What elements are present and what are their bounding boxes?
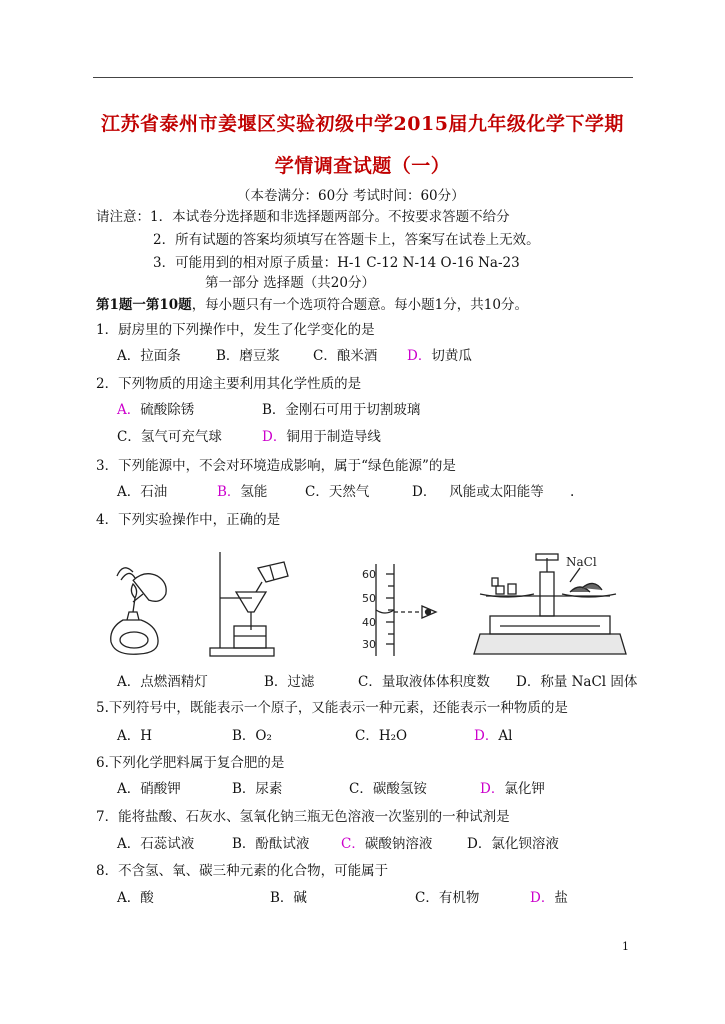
section-title: 第一部分 选择题（共20分）	[205, 275, 375, 291]
note-item-1: 1．本试卷分选择题和非选择题两部分。不按要求答题不给分	[150, 209, 510, 225]
q7-option-a: A．石蕊试液	[117, 836, 195, 852]
q3-option-a: A．石油	[117, 484, 168, 500]
q8-option-b: B．碱	[270, 890, 307, 906]
q1-option-c: C．酿米酒	[313, 348, 378, 364]
q3-option-d: D． 风能或太阳能等	[412, 484, 544, 500]
q5-option-c: C．H₂O	[355, 728, 408, 744]
cylinder-tick-60: 60	[362, 568, 376, 581]
question-3-stem: 3．下列能源中，不会对环境造成影响，属于“绿色能源”的是	[96, 458, 456, 474]
q1-option-b: B．磨豆浆	[216, 348, 280, 364]
cylinder-tick-40: 40	[362, 616, 376, 629]
q7-option-d: D．氯化钡溶液	[467, 836, 559, 852]
question-6-stem: 6.下列化学肥料属于复合肥的是	[96, 755, 285, 771]
note-item-2: 2．所有试题的答案均须填写在答题卡上，答案写在试卷上无效。	[153, 232, 540, 248]
q5-option-b: B．O₂	[232, 728, 272, 744]
page-title-line2: 学情调查试题（一）	[274, 155, 451, 177]
q3-option-c: C．天然气	[305, 484, 370, 500]
section-instruction-text: ，每小题只有一个选项符合题意。每小题1分，共10分。	[191, 297, 528, 313]
q4-option-a: A．点燃酒精灯	[117, 674, 208, 690]
q8-option-c: C．有机物	[415, 890, 480, 906]
balance-nacl-label: NaCl	[566, 555, 597, 569]
q2-option-b: B．金刚石可用于切割玻璃	[262, 402, 421, 418]
q2-option-a: A．硫酸除锈	[117, 402, 195, 418]
notes-label: 请注意：	[96, 209, 150, 225]
q6-option-b: B．尿素	[232, 781, 283, 797]
question-5-stem: 5.下列符号中，既能表示一个原子，又能表示一种元素，还能表示一种物质的是	[96, 700, 568, 716]
q5-option-a: A．H	[117, 728, 153, 744]
figure-c-graduated-cylinder	[352, 560, 452, 660]
question-2-stem: 2．下列物质的用途主要利用其化学性质的是	[96, 376, 362, 392]
q7-option-c: C．碳酸钠溶液	[341, 836, 433, 852]
page-title-line1: 江苏省泰州市姜堰区实验初级中学2015届九年级化学下学期	[101, 113, 624, 135]
section-instruction	[96, 296, 528, 314]
question-4-stem: 4．下列实验操作中，正确的是	[96, 512, 281, 528]
q6-option-d: D．氯化钾	[480, 781, 545, 797]
q8-option-a: A．酸	[117, 890, 154, 906]
question-8-stem: 8．不含氢、氧、碳三种元素的化合物，可能属于	[96, 863, 389, 879]
q1-option-a: A．拉面条	[117, 348, 181, 364]
q2-option-d: D．铜用于制造导线	[262, 429, 381, 445]
header-rule	[93, 77, 633, 78]
q7-option-b: B．酚酞试液	[232, 836, 310, 852]
q6-option-c: C．碳酸氢铵	[349, 781, 427, 797]
q4-option-b: B．过滤	[264, 674, 315, 690]
q8-option-d: D．盐	[530, 890, 568, 906]
cylinder-tick-30: 30	[362, 638, 376, 651]
question-1-stem: 1．厨房里的下列操作中，发生了化学变化的是	[96, 322, 375, 338]
q1-option-d: D．切黄瓜	[407, 348, 472, 364]
q2-option-c: C．氢气可充气球	[117, 429, 222, 445]
exam-info: （本卷满分：60分 考试时间：60分）	[237, 188, 465, 204]
q4-option-c: C．量取液体体积度数	[358, 674, 490, 690]
cylinder-tick-50: 50	[362, 592, 376, 605]
figure-b-filtration	[208, 548, 308, 660]
figure-a-alcohol-lamp	[103, 558, 183, 658]
q3-trailing-period: .	[570, 484, 575, 500]
page-number: 1	[622, 940, 629, 953]
q4-option-d: D．称量 NaCl 固体	[516, 674, 638, 690]
q5-option-d: D．Al	[474, 728, 513, 744]
question-7-stem: 7．能将盐酸、石灰水、氢氧化钠三瓶无色溶液一次鉴别的一种试剂是	[96, 809, 510, 825]
q3-option-b: B．氢能	[217, 484, 268, 500]
note-item-3: 3．可能用到的相对原子质量：H-1 C-12 N-14 O-16 Na-23	[153, 255, 520, 271]
figure-d-balance	[470, 548, 630, 660]
section-instruction-range: 第1题一第10题	[96, 297, 192, 313]
q6-option-a: A．硝酸钾	[117, 781, 181, 797]
